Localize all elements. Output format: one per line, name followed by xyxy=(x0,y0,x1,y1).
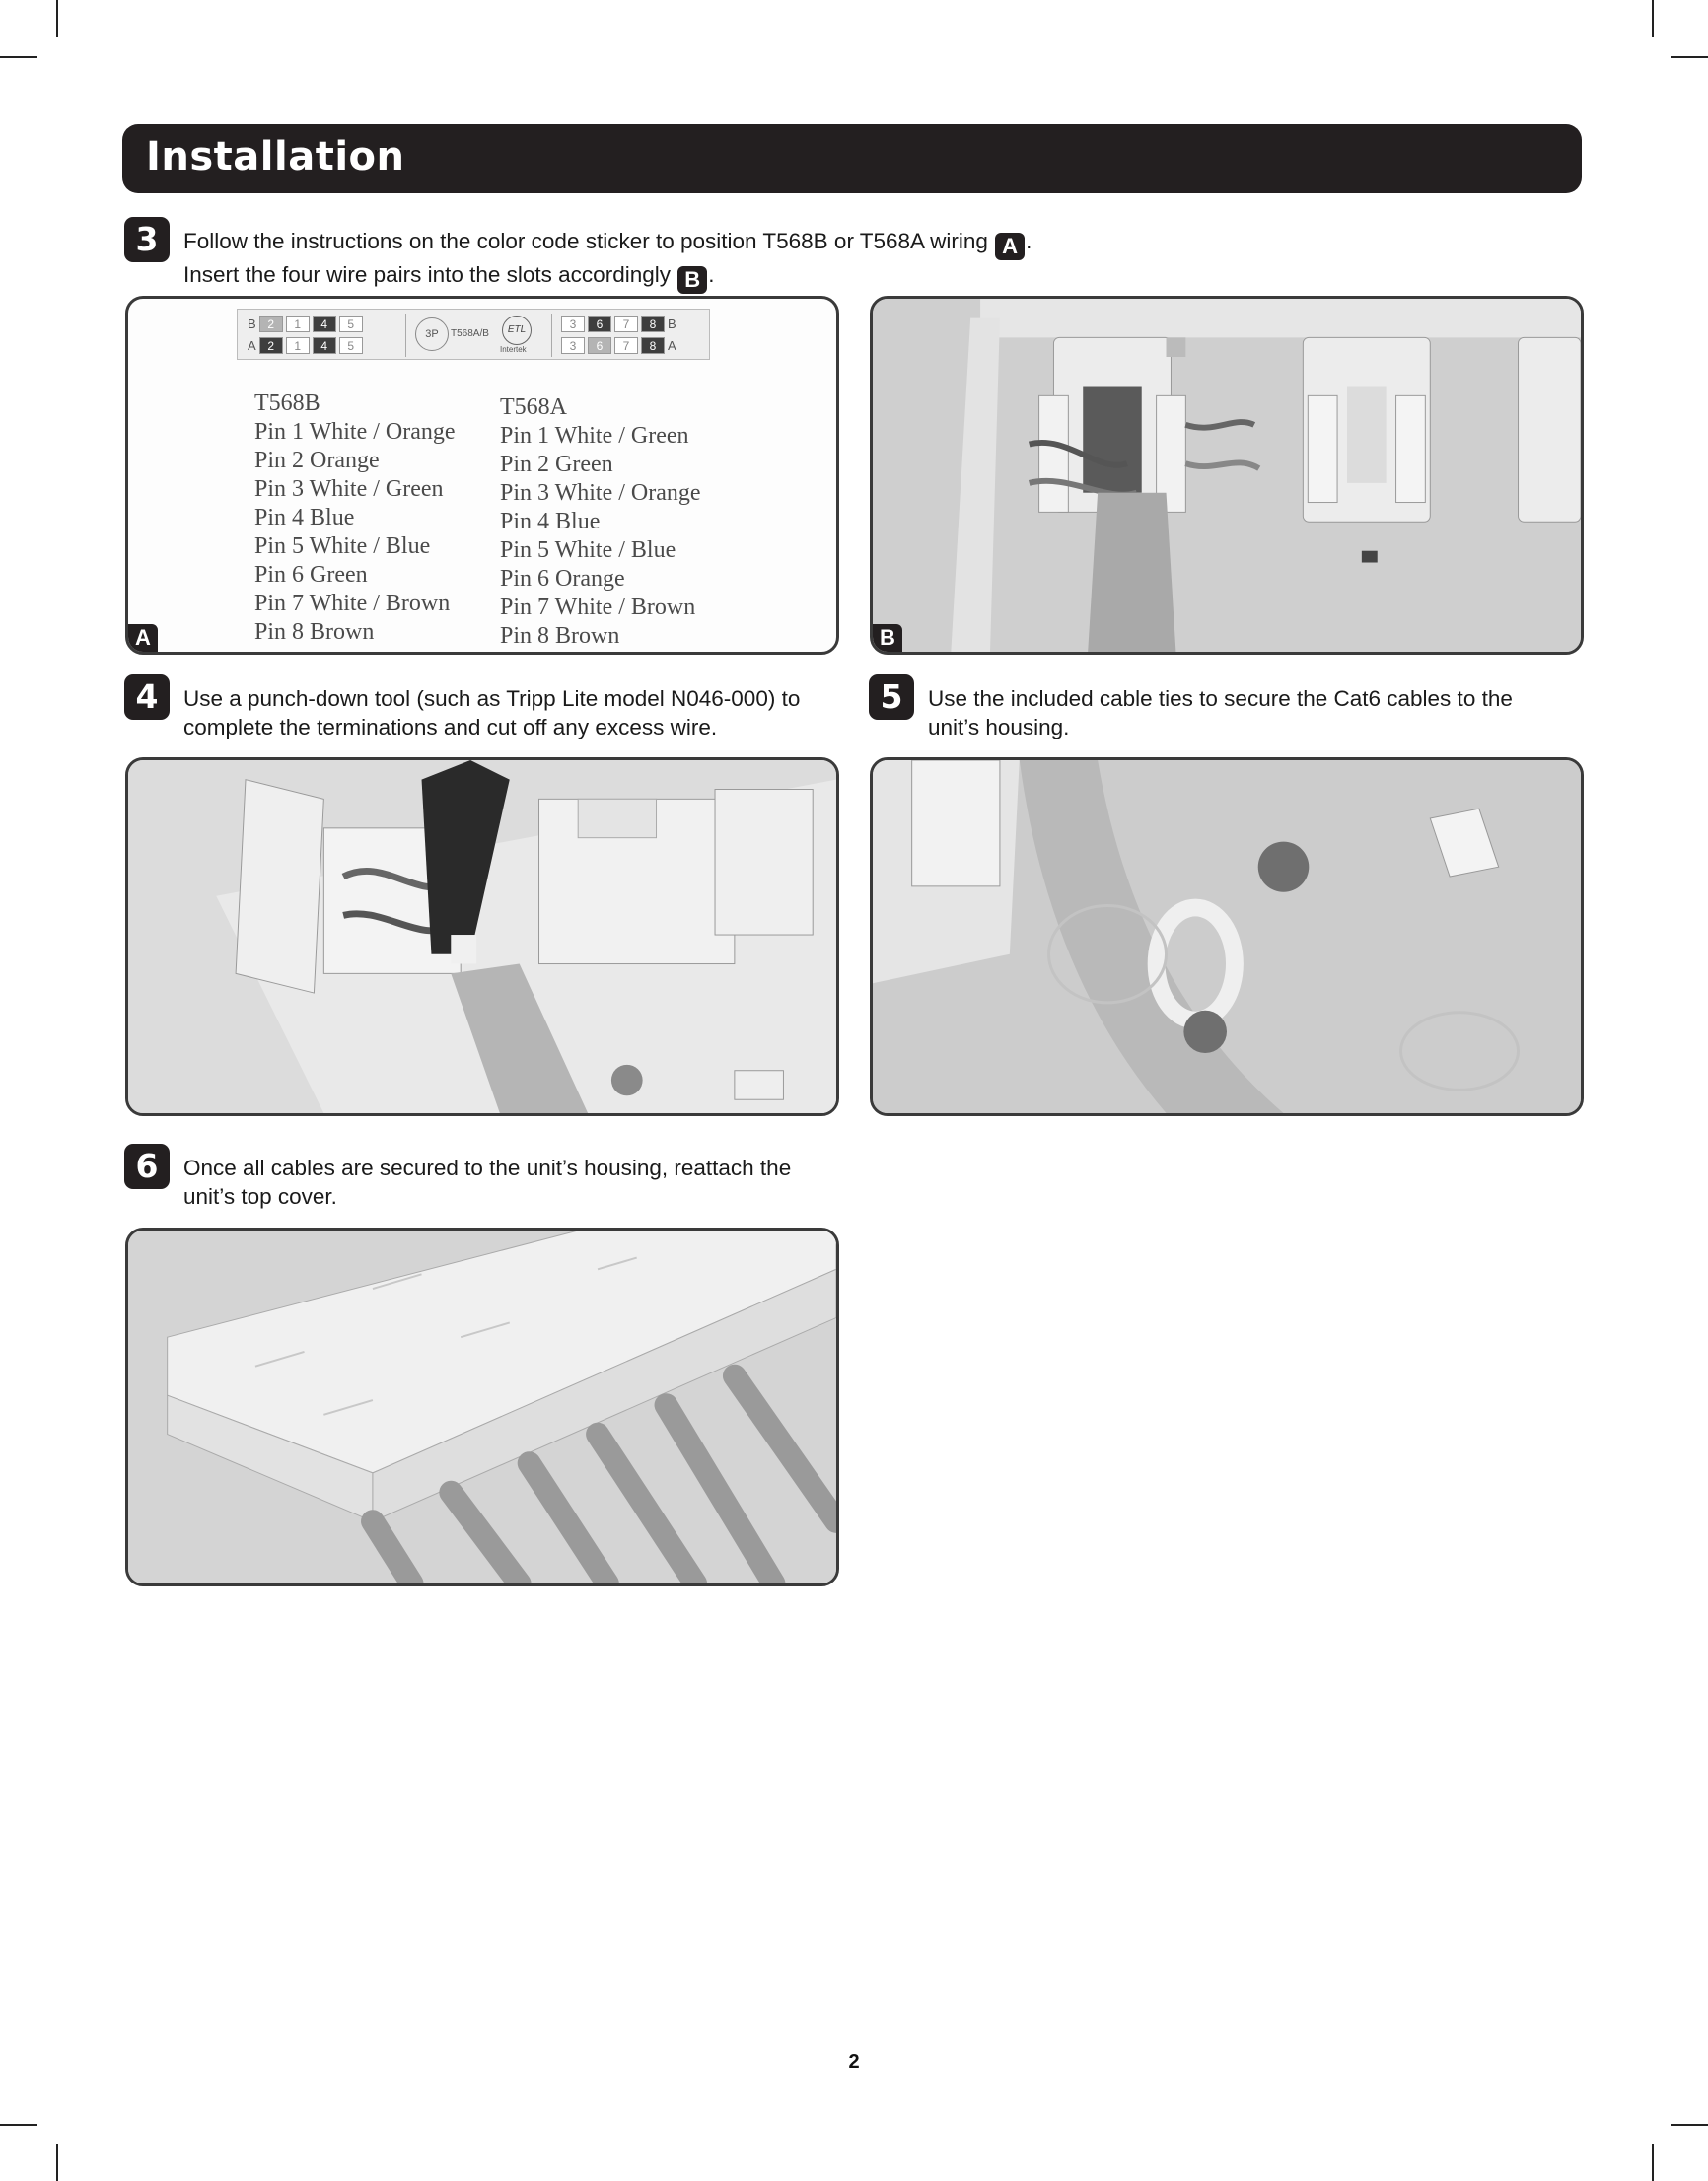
section-header xyxy=(122,124,1582,193)
figure-b-label: B xyxy=(873,624,902,652)
cert-subtext: Intertek xyxy=(500,345,527,354)
sticker-row-letter: B xyxy=(668,317,676,331)
cable-tie-illustration xyxy=(873,760,1581,1113)
step-3-line-1 xyxy=(183,227,1170,260)
step-4-line-1: Use a punch-down tool (such as Tripp Lite model N046-000) to xyxy=(183,686,801,711)
step-6-line-1: Once all cables are secured to the unit’s housing, reattach the xyxy=(183,1156,792,1180)
step-5-line-2: unit’s housing. xyxy=(928,715,1070,739)
top-cover-photo xyxy=(125,1228,839,1586)
t568a-pin: Pin 3 White / Orange xyxy=(500,480,701,506)
pin-cell: 4 xyxy=(313,316,336,332)
pin-cell: 2 xyxy=(259,337,283,354)
t568b-pin: Pin 6 Green xyxy=(254,562,368,588)
step-3-line-1-end: . xyxy=(1026,229,1032,253)
pin-cell: 1 xyxy=(286,337,310,354)
pin-cell: 6 xyxy=(588,316,611,332)
step-5-line-1: Use the included cable ties to secure the Cat6 cables to the xyxy=(928,686,1513,711)
sticker-row-b-right xyxy=(561,316,676,332)
sticker-category-text: T568A/B xyxy=(451,328,489,339)
t568b-pin: Pin 2 Orange xyxy=(254,448,380,473)
crop-mark xyxy=(1671,56,1708,58)
step-5-text xyxy=(928,684,1599,741)
punch-down-illustration xyxy=(128,760,836,1113)
t568a-pin: Pin 1 White / Green xyxy=(500,423,689,449)
crop-mark xyxy=(56,2144,58,2181)
step-6-badge: 6 xyxy=(124,1144,170,1189)
sticker-divider xyxy=(405,314,406,357)
t568a-pin: Pin 4 Blue xyxy=(500,509,601,534)
sticker-divider xyxy=(551,314,552,357)
pin-cell: 5 xyxy=(339,316,363,332)
crop-mark xyxy=(1652,2144,1654,2181)
jack-illustration xyxy=(873,299,1581,652)
step-3-text xyxy=(183,227,1170,294)
sticker-row-a-right xyxy=(561,337,676,354)
etl-mark-icon: ETL xyxy=(502,316,532,345)
t568a-pin: Pin 7 White / Brown xyxy=(500,595,696,620)
step-3-badge: 3 xyxy=(124,217,170,262)
crop-mark xyxy=(56,0,58,37)
t568b-pin: Pin 8 Brown xyxy=(254,619,375,645)
sticker-row-a xyxy=(248,337,363,354)
t568a-pin-list xyxy=(500,393,701,651)
t568b-pin-list xyxy=(254,389,456,647)
t568b-heading: T568B xyxy=(254,390,320,416)
t568a-pin: Pin 5 White / Blue xyxy=(500,537,676,563)
seal-icon: 3P xyxy=(415,317,449,351)
step-5-badge: 5 xyxy=(869,674,914,720)
sticker-row-b xyxy=(248,316,363,332)
crop-mark xyxy=(0,2124,37,2126)
pin-cell: 3 xyxy=(561,316,585,332)
pin-cell: 8 xyxy=(641,316,665,332)
t568b-pin: Pin 5 White / Blue xyxy=(254,533,431,559)
crop-mark xyxy=(1652,0,1654,37)
sticker-row-letter: A xyxy=(668,338,676,353)
step-4-text xyxy=(183,684,854,741)
pin-cell: 2 xyxy=(259,316,283,332)
top-cover-illustration xyxy=(128,1231,836,1583)
step-6-line-2: unit’s top cover. xyxy=(183,1184,337,1209)
crop-mark xyxy=(1671,2124,1708,2126)
figure-b-jack-photo xyxy=(870,296,1584,655)
pin-cell: 3 xyxy=(561,337,585,354)
t568a-pin: Pin 6 Orange xyxy=(500,566,625,592)
section-title: Installation xyxy=(146,134,405,179)
figure-ref-a: A xyxy=(995,233,1025,260)
pin-cell: 1 xyxy=(286,316,310,332)
pin-cell: 5 xyxy=(339,337,363,354)
step-3-line-2 xyxy=(183,260,1170,294)
step-4-line-2: complete the terminations and cut off any excess wire. xyxy=(183,715,718,739)
punch-down-photo xyxy=(125,757,839,1116)
t568a-pin: Pin 2 Green xyxy=(500,452,613,477)
t568a-heading: T568A xyxy=(500,394,567,420)
figure-ref-b: B xyxy=(677,266,707,294)
pin-cell: 7 xyxy=(614,316,638,332)
t568b-pin: Pin 4 Blue xyxy=(254,505,355,530)
t568b-pin: Pin 1 White / Orange xyxy=(254,419,456,445)
step-6-text xyxy=(183,1154,854,1211)
color-code-sticker xyxy=(237,309,710,360)
figure-a-label: A xyxy=(128,624,158,652)
t568b-pin: Pin 7 White / Brown xyxy=(254,591,451,616)
sticker-row-letter: A xyxy=(248,338,256,353)
pin-cell: 4 xyxy=(313,337,336,354)
step-3-line-2-end: . xyxy=(708,262,715,287)
pin-cell: 7 xyxy=(614,337,638,354)
pin-cell: 8 xyxy=(641,337,665,354)
cable-tie-photo xyxy=(870,757,1584,1116)
crop-mark xyxy=(0,56,37,58)
pin-cell: 6 xyxy=(588,337,611,354)
step-4-badge: 4 xyxy=(124,674,170,720)
step-3-line-2-text: Insert the four wire pairs into the slots accordingly xyxy=(183,262,671,287)
t568b-pin: Pin 3 White / Green xyxy=(254,476,444,502)
figure-a-wiring-chart xyxy=(125,296,839,655)
t568a-pin: Pin 8 Brown xyxy=(500,623,620,649)
page-number: 2 xyxy=(848,2051,860,2073)
step-3-line-1-text: Follow the instructions on the color code sticker to position T568B or T568A wiring xyxy=(183,229,988,253)
sticker-row-letter: B xyxy=(248,317,256,331)
